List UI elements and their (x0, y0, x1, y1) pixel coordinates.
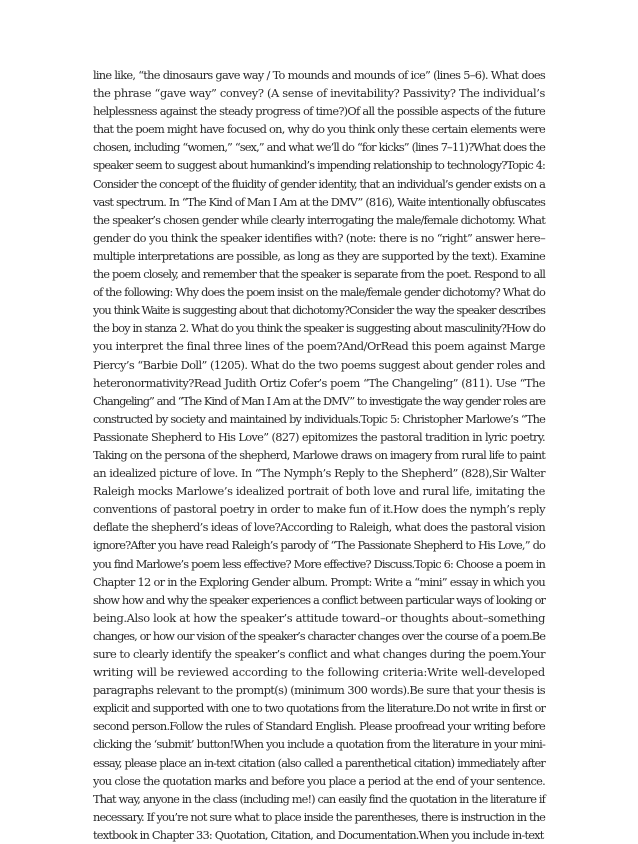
text-line: speaker seem to suggest about humankind’s impending relationship to technology?Topic 4: (93, 158, 545, 173)
text-line: explicit and supported with one to two quotations from the literature.Do not write in first or (93, 701, 545, 716)
text-line: Chapter 12 or in the Exploring Gender album. Prompt: Write a “mini” essay in which you (93, 574, 545, 589)
text-line: line like, “the dinosaurs gave way / To mounds and mounds of ice” (lines 5–6). What does (93, 68, 545, 82)
text-line: deflate the shepherd’s ideas of love?According to Raleigh, what does the pastoral vision (93, 520, 545, 535)
text-line: sure to clearly identify the speaker’s conflict and what changes during the poem.Your (93, 647, 545, 661)
text-line: Consider the concept of the fluidity of gender identity, that an individual’s gender exists on a (93, 176, 545, 191)
text-line: you interpret the final three lines of the poem?And/OrRead this poem against Marge (93, 339, 545, 354)
text-line: an idealized picture of love. In “The Nymph’s Reply to the Shepherd” (828),Sir Walter (93, 466, 545, 481)
text-line: That way, anyone in the class (including me!) can easily find the quotation in the literature if (93, 791, 545, 806)
body-text (93, 66, 545, 844)
text-line: chosen, including “women,” “sex,” and what we’ll do “for kicks” (lines 7–11)?What does the (93, 140, 545, 155)
text-line: the speaker’s chosen gender while clearly interrogating the male/female dichotomy. What (93, 212, 545, 227)
text-line: the poem closely, and remember that the speaker is separate from the poet. Respond to all (93, 267, 545, 282)
text-line: Passionate Shepherd to His Love” (827) epitomizes the pastoral tradition in lyric poetry. (93, 429, 545, 444)
text-line: writing will be reviewed according to the following criteria:Write well-developed (93, 665, 545, 680)
text-line: the phrase “gave way” convey? (A sense of inevitability? Passivity? The individual’s (93, 86, 545, 101)
text-line: textbook in Chapter 33: Quotation, Citation, and Documentation.When you include in-text (93, 827, 544, 842)
text-line: Taking on the persona of the shepherd, Marlowe draws on imagery from rural life to paint (93, 447, 545, 462)
text-line: clicking the ‘submit’ button!When you include a quotation from the literature in your mini- (93, 737, 545, 752)
text-line: second person.Follow the rules of Standard English. Please proofread your writing before (93, 719, 545, 734)
text-line: conventions of pastoral poetry in order to make fun of it.How does the nymph’s reply (93, 502, 545, 517)
text-line: ignore?After you have read Raleigh’s parody of “The Passionate Shepherd to His Love,” do (93, 538, 545, 553)
text-line: that the poem might have focused on, why do you think only these certain elements were (93, 122, 545, 137)
text-line: heteronormativity?Read Judith Ortiz Cofer’s poem “The Changeling” (811). Use “The (93, 375, 545, 390)
text-line: Changeling” and “The Kind of Man I Am at the DMV” to investigate the way gender roles are (93, 393, 545, 408)
text-line: helplessness against the steady progress of time?)Of all the possible aspects of the future (93, 104, 545, 119)
text-line: you find Marlowe’s poem less effective? More effective? Discuss.Topic 6: Choose a poem in (93, 556, 545, 571)
text-line: gender do you think the speaker identifies with? (note: there is no “right” answer here– (93, 230, 545, 245)
text-line: of the following: Why does the poem insist on the male/female gender dichotomy? What do (93, 285, 545, 300)
text-line: essay, please place an in-text citation (also called a parenthetical citation) immediately after (93, 755, 545, 770)
text-line: being.Also look at how the speaker’s attitude toward–or thoughts about–something (93, 610, 545, 625)
text-line: Piercy’s “Barbie Doll” (1205). What do the two poems suggest about gender roles and (93, 357, 545, 372)
text-line: show how and why the speaker experiences a conflict between particular ways of looking or (93, 592, 545, 607)
text-line: necessary. If you’re not sure what to place inside the parentheses, there is instruction in the (93, 809, 545, 824)
text-line: vast spectrum. In “The Kind of Man I Am at the DMV” (816), Waite intentionally obfuscates (93, 194, 545, 209)
text-line: multiple interpretations are possible, as long as they are supported by the text). Examine (93, 248, 545, 263)
text-line: Raleigh mocks Marlowe’s idealized portrait of both love and rural life, imitating the (93, 484, 545, 499)
text-line: the boy in stanza 2. What do you think the speaker is suggesting about masculinity?How do (93, 321, 545, 336)
text-line: constructed by society and maintained by individuals.Topic 5: Christopher Marlowe’s “The (93, 411, 545, 426)
text-line: paragraphs relevant to the prompt(s) (minimum 300 words).Be sure that your thesis is (93, 683, 545, 698)
text-line: changes, or how our vision of the speaker’s character changes over the course of a poem.Be (93, 628, 545, 643)
text-line: you think Waite is suggesting about that dichotomy?Consider the way the speaker describes (93, 303, 545, 318)
text-line: you close the quotation marks and before you place a period at the end of your sentence. (93, 773, 545, 788)
